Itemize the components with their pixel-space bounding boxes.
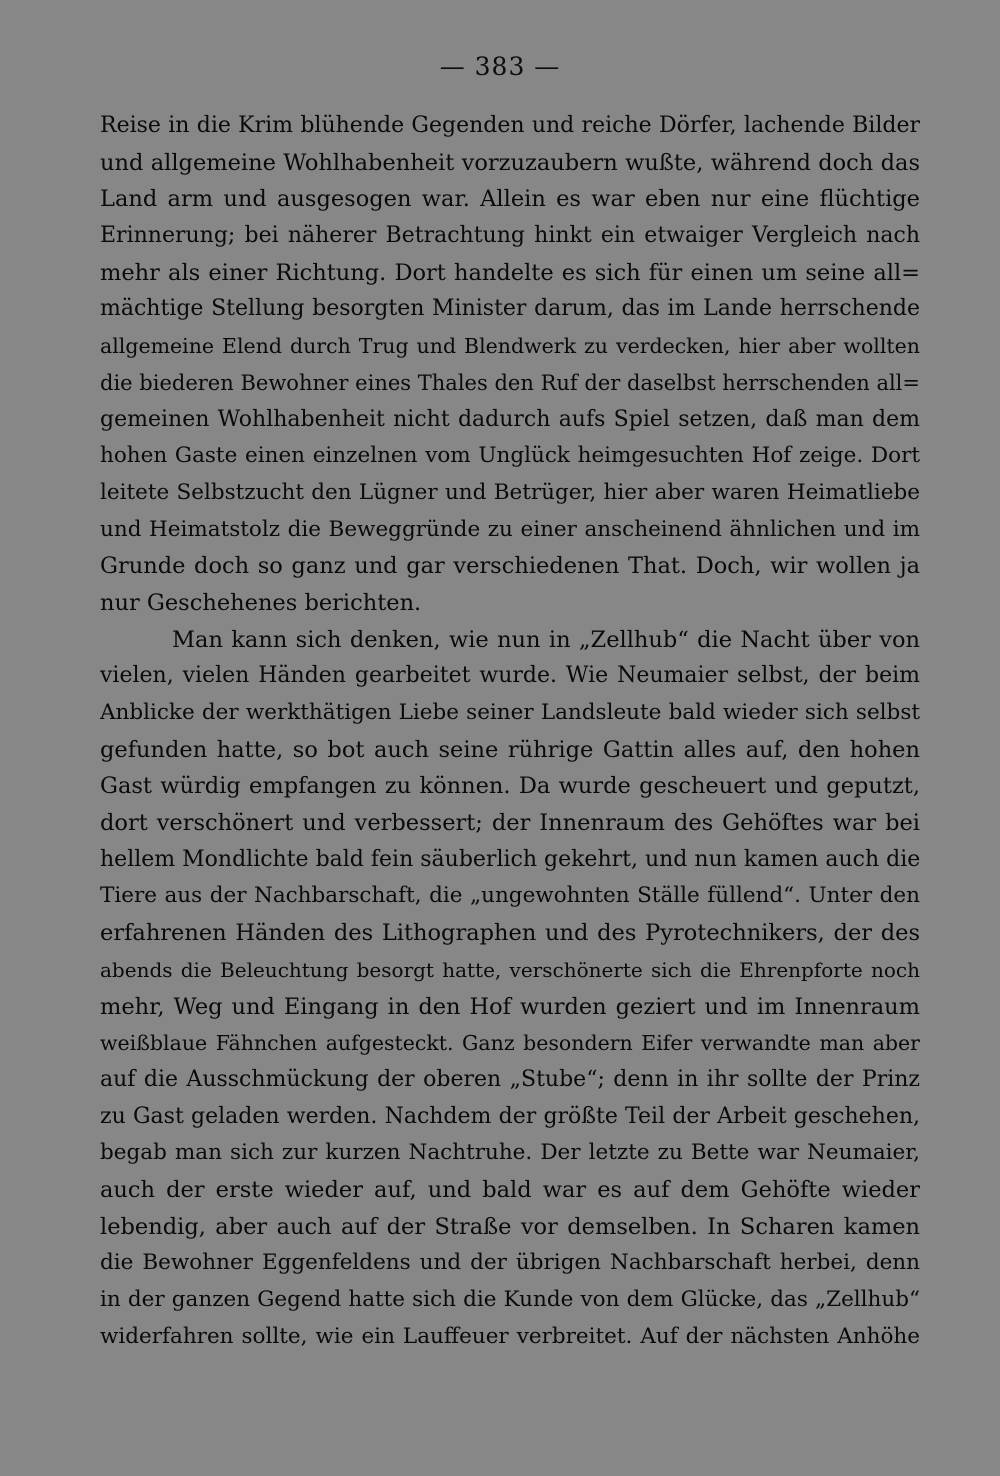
text-line: auch der erste wieder auf, und bald war es auf dem Gehöfte wieder	[100, 1176, 920, 1203]
text-line: Erinnerung; bei näherer Betrachtung hinkt ein etwaiger Vergleich nach	[100, 223, 920, 249]
text-line: Reise in die Krim blühende Gegenden und reiche Dörfer, lachende Bilder	[100, 113, 920, 138]
text-line: gemeinen Wohlhabenheit nicht dadurch aufs Spiel setzen, daß man dem	[100, 406, 920, 432]
text-line: auf die Ausschmückung der oberen „Stube“; denn in ihr sollte der Prinz	[100, 1066, 920, 1092]
text-line: gefunden hatte, so bot auch seine rührige Gattin alles auf, den hohen	[100, 736, 920, 763]
text-line: leitete Selbstzucht den Lügner und Betrüger, hier aber waren Heimatliebe	[100, 479, 920, 505]
paragraph-start-line: Man kann sich denken, wie nun in „Zellhub“ die Nacht über von	[172, 626, 920, 653]
paragraph-end-line: nur Geschehenes berichten.	[100, 589, 422, 616]
text-line: dort verschönert und verbessert; der Innenraum des Gehöftes war bei	[100, 810, 920, 837]
text-line: Anblicke der werkthätigen Liebe seiner Landsleute bald wieder sich selbst	[100, 700, 920, 725]
text-line: Tiere aus der Nachbarschaft, die „ungewohnten Ställe füllend“. Unter den	[100, 883, 920, 909]
page-number: — 383 —	[439, 52, 561, 81]
text-line: Grunde doch so ganz und gar verschiedenen That. Doch, wir wollen ja	[100, 553, 920, 580]
text-line: erfahrenen Händen des Lithographen und des Pyrotechnikers, der des	[100, 920, 920, 947]
text-line: die biederen Bewohner eines Thales den Ruf der daselbst herrschenden all=	[100, 370, 920, 395]
text-line: mächtige Stellung besorgten Minister darum, das im Lande herrschende	[100, 296, 920, 322]
text-line: die Bewohner Eggenfeldens und der übrigen Nachbarschaft herbei, denn	[100, 1250, 920, 1276]
text-line: abends die Beleuchtung besorgt hatte, verschönerte sich die Ehrenpforte noch	[100, 957, 920, 982]
text-line: Land arm und ausgesogen war. Allein es war eben nur eine flüchtige	[100, 186, 920, 213]
text-line: und Heimatstolz die Beweggründe zu einer anscheinend ähnlichen und im	[100, 516, 920, 542]
text-line: hohen Gaste einen einzelnen vom Unglück heimgesuchten Hof zeige. Dort	[100, 443, 920, 469]
text-line: widerfahren sollte, wie ein Lauffeuer verbreitet. Auf der nächsten Anhöhe	[100, 1323, 920, 1349]
text-line: zu Gast geladen werden. Nachdem der größte Teil der Arbeit geschehen,	[100, 1103, 920, 1129]
body-text	[100, 108, 920, 1355]
text-line: allgemeine Elend durch Trug und Blendwerk zu verdecken, hier aber wollten	[100, 334, 920, 359]
text-line: Gast würdig empfangen zu können. Da wurde gescheuert und geputzt,	[100, 773, 920, 800]
text-line: mehr, Weg und Eingang in den Hof wurden geziert und im Innenraum	[100, 993, 920, 1020]
text-line: hellem Mondlichte bald fein säuberlich gekehrt, und nun kamen auch die	[100, 846, 920, 872]
text-line: lebendig, aber auch auf der Straße vor demselben. In Scharen kamen	[100, 1213, 920, 1240]
text-line: in der ganzen Gegend hatte sich die Kunde von dem Glücke, das „Zellhub“	[100, 1287, 920, 1312]
text-line: vielen, vielen Händen gearbeitet wurde. Wie Neumaier selbst, der beim	[100, 663, 920, 689]
text-line: weißblaue Fähnchen aufgesteckt. Ganz besondern Eifer verwandte man aber	[100, 1031, 920, 1056]
text-line: mehr als einer Richtung. Dort handelte es sich für einen um seine all=	[100, 259, 920, 286]
text-line: und allgemeine Wohlhabenheit vorzuzaubern wußte, während doch das	[100, 149, 920, 176]
text-line: begab man sich zur kurzen Nachtruhe. Der letzte zu Bette war Neumaier,	[100, 1140, 920, 1166]
